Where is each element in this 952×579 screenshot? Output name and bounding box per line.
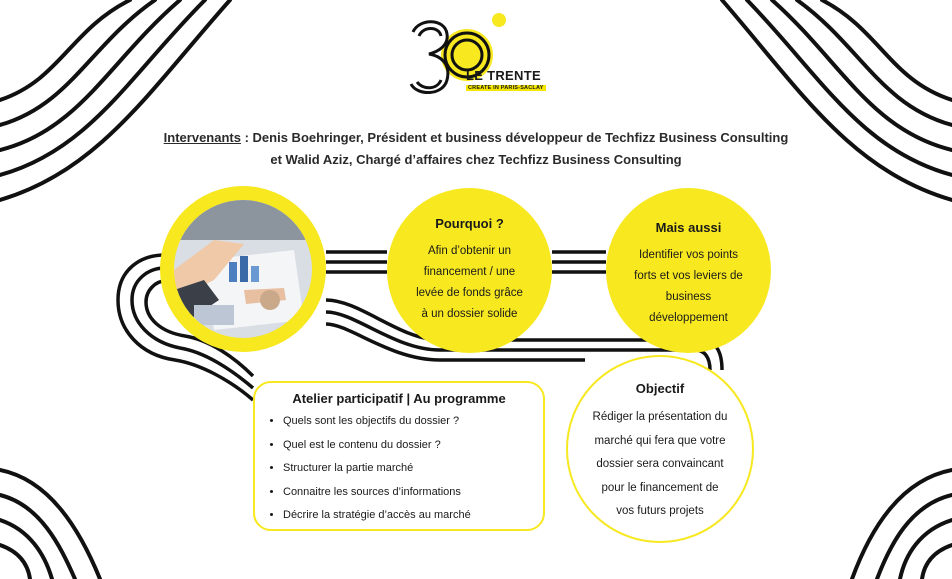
logo-tagline: CREATE IN PARIS-SACLAY — [468, 85, 544, 91]
mais-aussi-line: forts et vos leviers de — [634, 270, 743, 282]
mais-aussi-line: développement — [649, 312, 728, 324]
objectif-circle — [566, 355, 754, 543]
programme-item: • Quels sont les objectifs du dossier ? — [283, 410, 529, 434]
programme-item: • Structurer la partie marché — [283, 457, 529, 481]
objectif-line: marché qui fera que votre — [594, 434, 726, 447]
mais-aussi-line: Identifier vos points — [638, 249, 739, 261]
objectif-title: Objectif — [635, 381, 685, 396]
logo-name: LE TRENTE — [466, 68, 541, 83]
objectif-line: pour le financement de — [601, 481, 719, 494]
speakers-line-1 — [120, 127, 832, 149]
mais-aussi-circle — [606, 188, 771, 353]
programme-list — [269, 410, 529, 528]
pourquoi-text — [416, 241, 523, 325]
mais-aussi-title: Mais aussi — [655, 220, 722, 235]
programme-item: • Quel est le contenu du dossier ? — [283, 434, 529, 458]
speakers-label: Intervenants — [163, 130, 241, 145]
programme-title: Atelier participatif | Au programme — [292, 391, 506, 406]
mais-aussi-text — [634, 245, 743, 329]
speakers-text — [120, 127, 832, 171]
programme-item: • Décrire la stratégie d’accès au marché — [283, 504, 529, 528]
mais-aussi-line: business — [665, 291, 712, 303]
pourquoi-line: levée de fonds grâce — [416, 287, 523, 299]
pourquoi-line: financement / une — [423, 266, 516, 278]
pourquoi-circle — [387, 188, 552, 353]
objectif-line: Rédiger la présentation du — [592, 411, 728, 423]
programme-item: • Connaitre les sources d’informations — [283, 481, 529, 505]
objectif-line: dossier sera convaincant — [596, 458, 724, 470]
meeting-photo — [174, 200, 312, 338]
programme-box — [253, 381, 545, 531]
speakers-line-2: et Walid Aziz, Chargé d’affaires chez Techfizz Business Consulting — [270, 152, 682, 167]
pourquoi-line: Afin d’obtenir un — [427, 245, 512, 257]
pourquoi-line: à un dossier solide — [421, 308, 518, 320]
photo-circle — [160, 186, 326, 352]
objectif-line: vos futurs projets — [616, 505, 704, 517]
speakers-line-1-text: : Denis Boehringer, Président et business développeur de Techfizz Business Consulting — [240, 130, 789, 145]
objectif-text — [593, 406, 728, 524]
pourquoi-title: Pourquoi ? — [435, 216, 504, 231]
